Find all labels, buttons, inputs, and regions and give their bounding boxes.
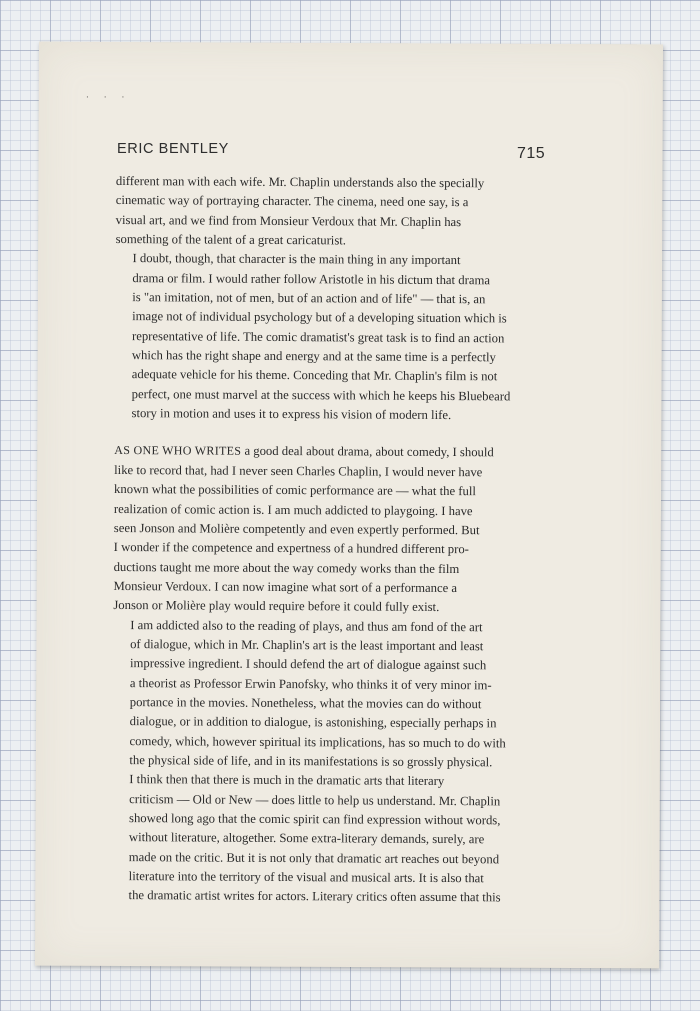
paragraph-3 <box>113 441 542 618</box>
text-line: like to record that, had I never seen Charles Chaplin, I would never have <box>114 462 483 480</box>
text-line: dialogue, or in addition to dialogue, is astonishing, especially perhaps in <box>129 714 497 731</box>
text-line: impressive ingredient. I should defend the art of dialogue against such <box>129 656 487 673</box>
section-lead-in: AS ONE WHO WRITES <box>114 443 242 459</box>
text-line: visual art, and we find from Monsieur Verdoux that Mr. Chaplin has <box>115 212 462 229</box>
text-line: realization of comic action is. I am much addicted to playgoing. I have <box>113 501 473 518</box>
text-line: representative of life. The comic dramatist's great task is to find an action <box>131 328 505 346</box>
text-line: perfect, one must marvel at the success with which he keeps his Bluebeard <box>131 386 511 404</box>
text-line: adequate vehicle for his theme. Conceding that Mr. Chaplin's film is not <box>131 367 498 384</box>
text-line: different man with each wife. Mr. Chaplin understands also the specially <box>115 173 485 191</box>
page-number: 715 <box>517 145 546 162</box>
text-line: portance in the movies. Nonetheless, what the movies can do without <box>129 695 482 712</box>
text-line: seen Jonson and Molière competently and even expertly performed. But <box>113 520 480 538</box>
body-text <box>112 172 544 908</box>
text-line: a good deal about drama, about comedy, I should <box>244 444 494 460</box>
text-line: is "an imitation, not of men, but of an action and of life" — that is, an <box>132 290 486 307</box>
text-line: the dramatic artist writes for actors. Literary critics often assume that this <box>128 888 501 905</box>
text-line: literature into the territory of the visual and musical arts. It is also that <box>128 869 484 886</box>
text-line: which has the right shape and energy and at the same time is a perfectly <box>131 348 496 365</box>
text-line: something of the talent of a great caricaturist. <box>115 232 347 248</box>
text-line: known what the possibilities of comic performance are — what the full <box>114 482 476 499</box>
text-line: cinematic way of portraying character. The cinema, need one say, is a <box>115 193 469 210</box>
text-line: without literature, altogether. Some extra-literary demands, surely, are <box>128 830 485 847</box>
text-line: Monsieur Verdoux. I can now imagine what sort of a performance a <box>113 578 458 595</box>
running-head: ERIC BENTLEY <box>117 141 229 157</box>
text-line: the physical side of life, and in its manifestations is so grossly physical. <box>129 753 493 770</box>
text-line: I doubt, though, that character is the main thing in any important <box>132 251 461 268</box>
text-line: of dialogue, which in Mr. Chaplin's art is the least important and least <box>130 637 484 654</box>
text-line: comedy, which, however spiritual its implications, has so much to do with <box>129 733 506 751</box>
page-marks: · · · <box>86 93 131 103</box>
text-line: showed long ago that the comic spirit can find expression without words, <box>129 811 501 828</box>
text-line: I think then that there is much in the dramatic arts that literary <box>129 772 445 789</box>
paragraph-1 <box>116 172 544 252</box>
text-line: ductions taught me more about the way comedy works than the film <box>113 559 460 576</box>
paragraph-2 <box>114 249 543 426</box>
text-line: criticism — Old or New — does little to help us understand. Mr. Chaplin <box>129 791 501 809</box>
text-line: made on the critic. But it is not only that dramatic art reaches out beyond <box>128 849 500 867</box>
text-line: story in motion and uses it to express his vision of modern life. <box>131 406 452 423</box>
text-line: I am addicted also to the reading of plays, and thus am fond of the art <box>130 617 483 634</box>
text-line: a theorist as Professor Erwin Panofsky, who thinks it of very minor im- <box>129 675 492 692</box>
text-line: image not of individual psychology but of a developing situation which is <box>132 309 507 326</box>
text-line: Jonson or Molière play would require before it could fully exist. <box>113 598 440 615</box>
paragraph-5 <box>112 770 541 908</box>
text-line: I wonder if the competence and expertness of a hundred different pro- <box>113 540 469 557</box>
paragraph-4 <box>112 616 541 773</box>
text-line: drama or film. I would rather follow Aristotle in his dictum that drama <box>132 270 491 288</box>
